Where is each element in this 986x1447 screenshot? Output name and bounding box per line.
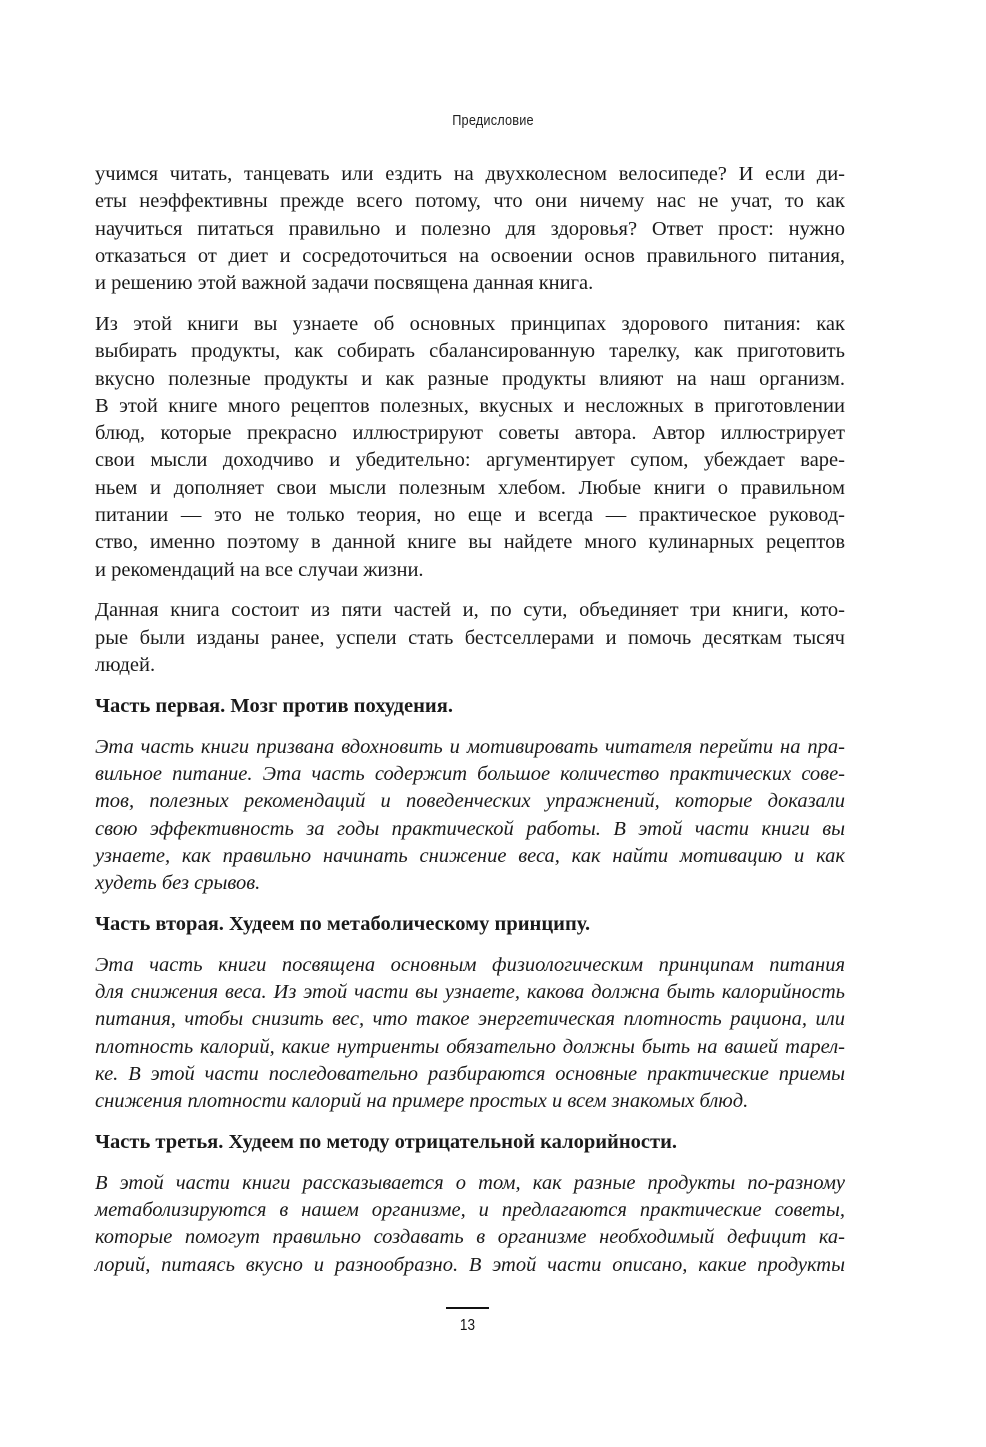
text-line: питании — это не только теория, но еще и всегда — практическое руковод-: [95, 504, 845, 527]
section-heading: [95, 693, 845, 720]
text-line: Эта часть книги посвящена основным физиологическим принципам питания: [95, 953, 845, 976]
text-line: ство, именно поэтому в данной книге вы найдете много кулинарных рецептов: [95, 531, 845, 554]
text-line: плотность калорий, какие нутриенты обязательно должны быть на вашей тарел-: [95, 1035, 845, 1058]
text-line: Часть первая. Мозг против похудения.: [95, 694, 453, 717]
text-line: узнаете, как правильно начинать снижение веса, как найти мотивацию и как: [95, 844, 845, 867]
text-line: свою эффективность за годы практической работы. В этой части книги вы: [95, 817, 845, 840]
section-heading: [95, 1129, 845, 1156]
text-line: учимся читать, танцевать или ездить на двухколесном велосипеде? И если ди-: [95, 163, 845, 185]
text-line: людей.: [95, 654, 156, 677]
page-number: 13: [459, 1317, 476, 1334]
section-description: [95, 734, 845, 898]
folio-rule: [446, 1307, 489, 1309]
text-line: лорий, питаясь вкусно и разнообразно. В этой части описано, какие продукты: [95, 1253, 845, 1276]
text-line: тов, полезных рекомендаций и поведенческих упражнений, которые доказали: [95, 790, 845, 813]
text-line: блюд, которые прекрасно иллюстрируют советы автора. Автор иллюстрирует: [95, 422, 845, 445]
text-line: и решению этой важной задачи посвящена данная книга.: [95, 272, 594, 295]
text-line: ке. В этой части последовательно разбираются основные практические приемы: [95, 1062, 845, 1085]
section-heading: [95, 911, 845, 938]
paragraph: [95, 311, 845, 584]
running-head: Предисловие: [452, 112, 534, 129]
paragraph: [95, 597, 845, 679]
text-line: еты неэффективны прежде всего потому, что они ничему нас не учат, то как: [95, 190, 845, 213]
text-line: питания, чтобы снизить вес, что такое энергетическая плотность рациона, или: [95, 1008, 845, 1031]
text-line: научиться питаться правильно и полезно для здоровья? Ответ прост: нужно: [95, 217, 845, 240]
section-description: [95, 952, 845, 1116]
text-line: для снижения веса. Из этой части вы узнаете, какова должна быть калорийность: [95, 981, 845, 1004]
text-line: ньем и дополняет свои мысли полезным хлебом. Любые книги о правильном: [95, 476, 845, 499]
text-line: выбирать продукты, как собирать сбалансированную тарелку, как приготовить: [95, 340, 845, 363]
text-line: рые были изданы ранее, успели стать бестселлерами и помочь десяткам тысяч: [95, 626, 845, 649]
text-line: Часть третья. Худеем по методу отрицательной калорийности.: [95, 1131, 678, 1153]
text-line: В этой части книги рассказывается о том, как разные продукты по-разному: [95, 1171, 845, 1194]
text-line: метаболизируются в нашем организме, и предлагаются практические советы,: [95, 1199, 845, 1222]
text-line: вильное питание. Эта часть содержит большое количество практических сове-: [95, 762, 845, 785]
text-line: снижения плотности калорий на примере простых и всем знакомых блюд.: [95, 1090, 749, 1113]
text-line: отказаться от диет и сосредоточиться на освоении основ правильного питания,: [95, 244, 845, 267]
text-line: худеть без срывов.: [95, 872, 261, 895]
text-line: вкусно полезные продукты и как разные продукты влияют на наш организм.: [95, 367, 845, 390]
paragraph: [95, 161, 845, 297]
text-line: Часть вторая. Худеем по метаболическому принципу.: [95, 912, 591, 935]
text-line: Из этой книги вы узнаете об основных принципах здорового питания: как: [95, 312, 845, 335]
text-line: В этой книге много рецептов полезных, вкусных и несложных в приготовлении: [95, 394, 845, 417]
text-line: и рекомендаций на все случаи жизни.: [95, 558, 424, 581]
text-line: Эта часть книги призвана вдохновить и мотивировать читателя перейти на пра-: [95, 735, 845, 758]
section-description: [95, 1170, 845, 1279]
body-text: [95, 161, 845, 1292]
text-line: свои мысли доходчиво и убедительно: аргументирует супом, убеждает варе-: [95, 449, 845, 472]
text-line: которые помогут правильно создавать в организме необходимый дефицит ка-: [95, 1226, 845, 1249]
text-line: Данная книга состоит из пяти частей и, по сути, объединяет три книги, кото-: [95, 599, 845, 622]
